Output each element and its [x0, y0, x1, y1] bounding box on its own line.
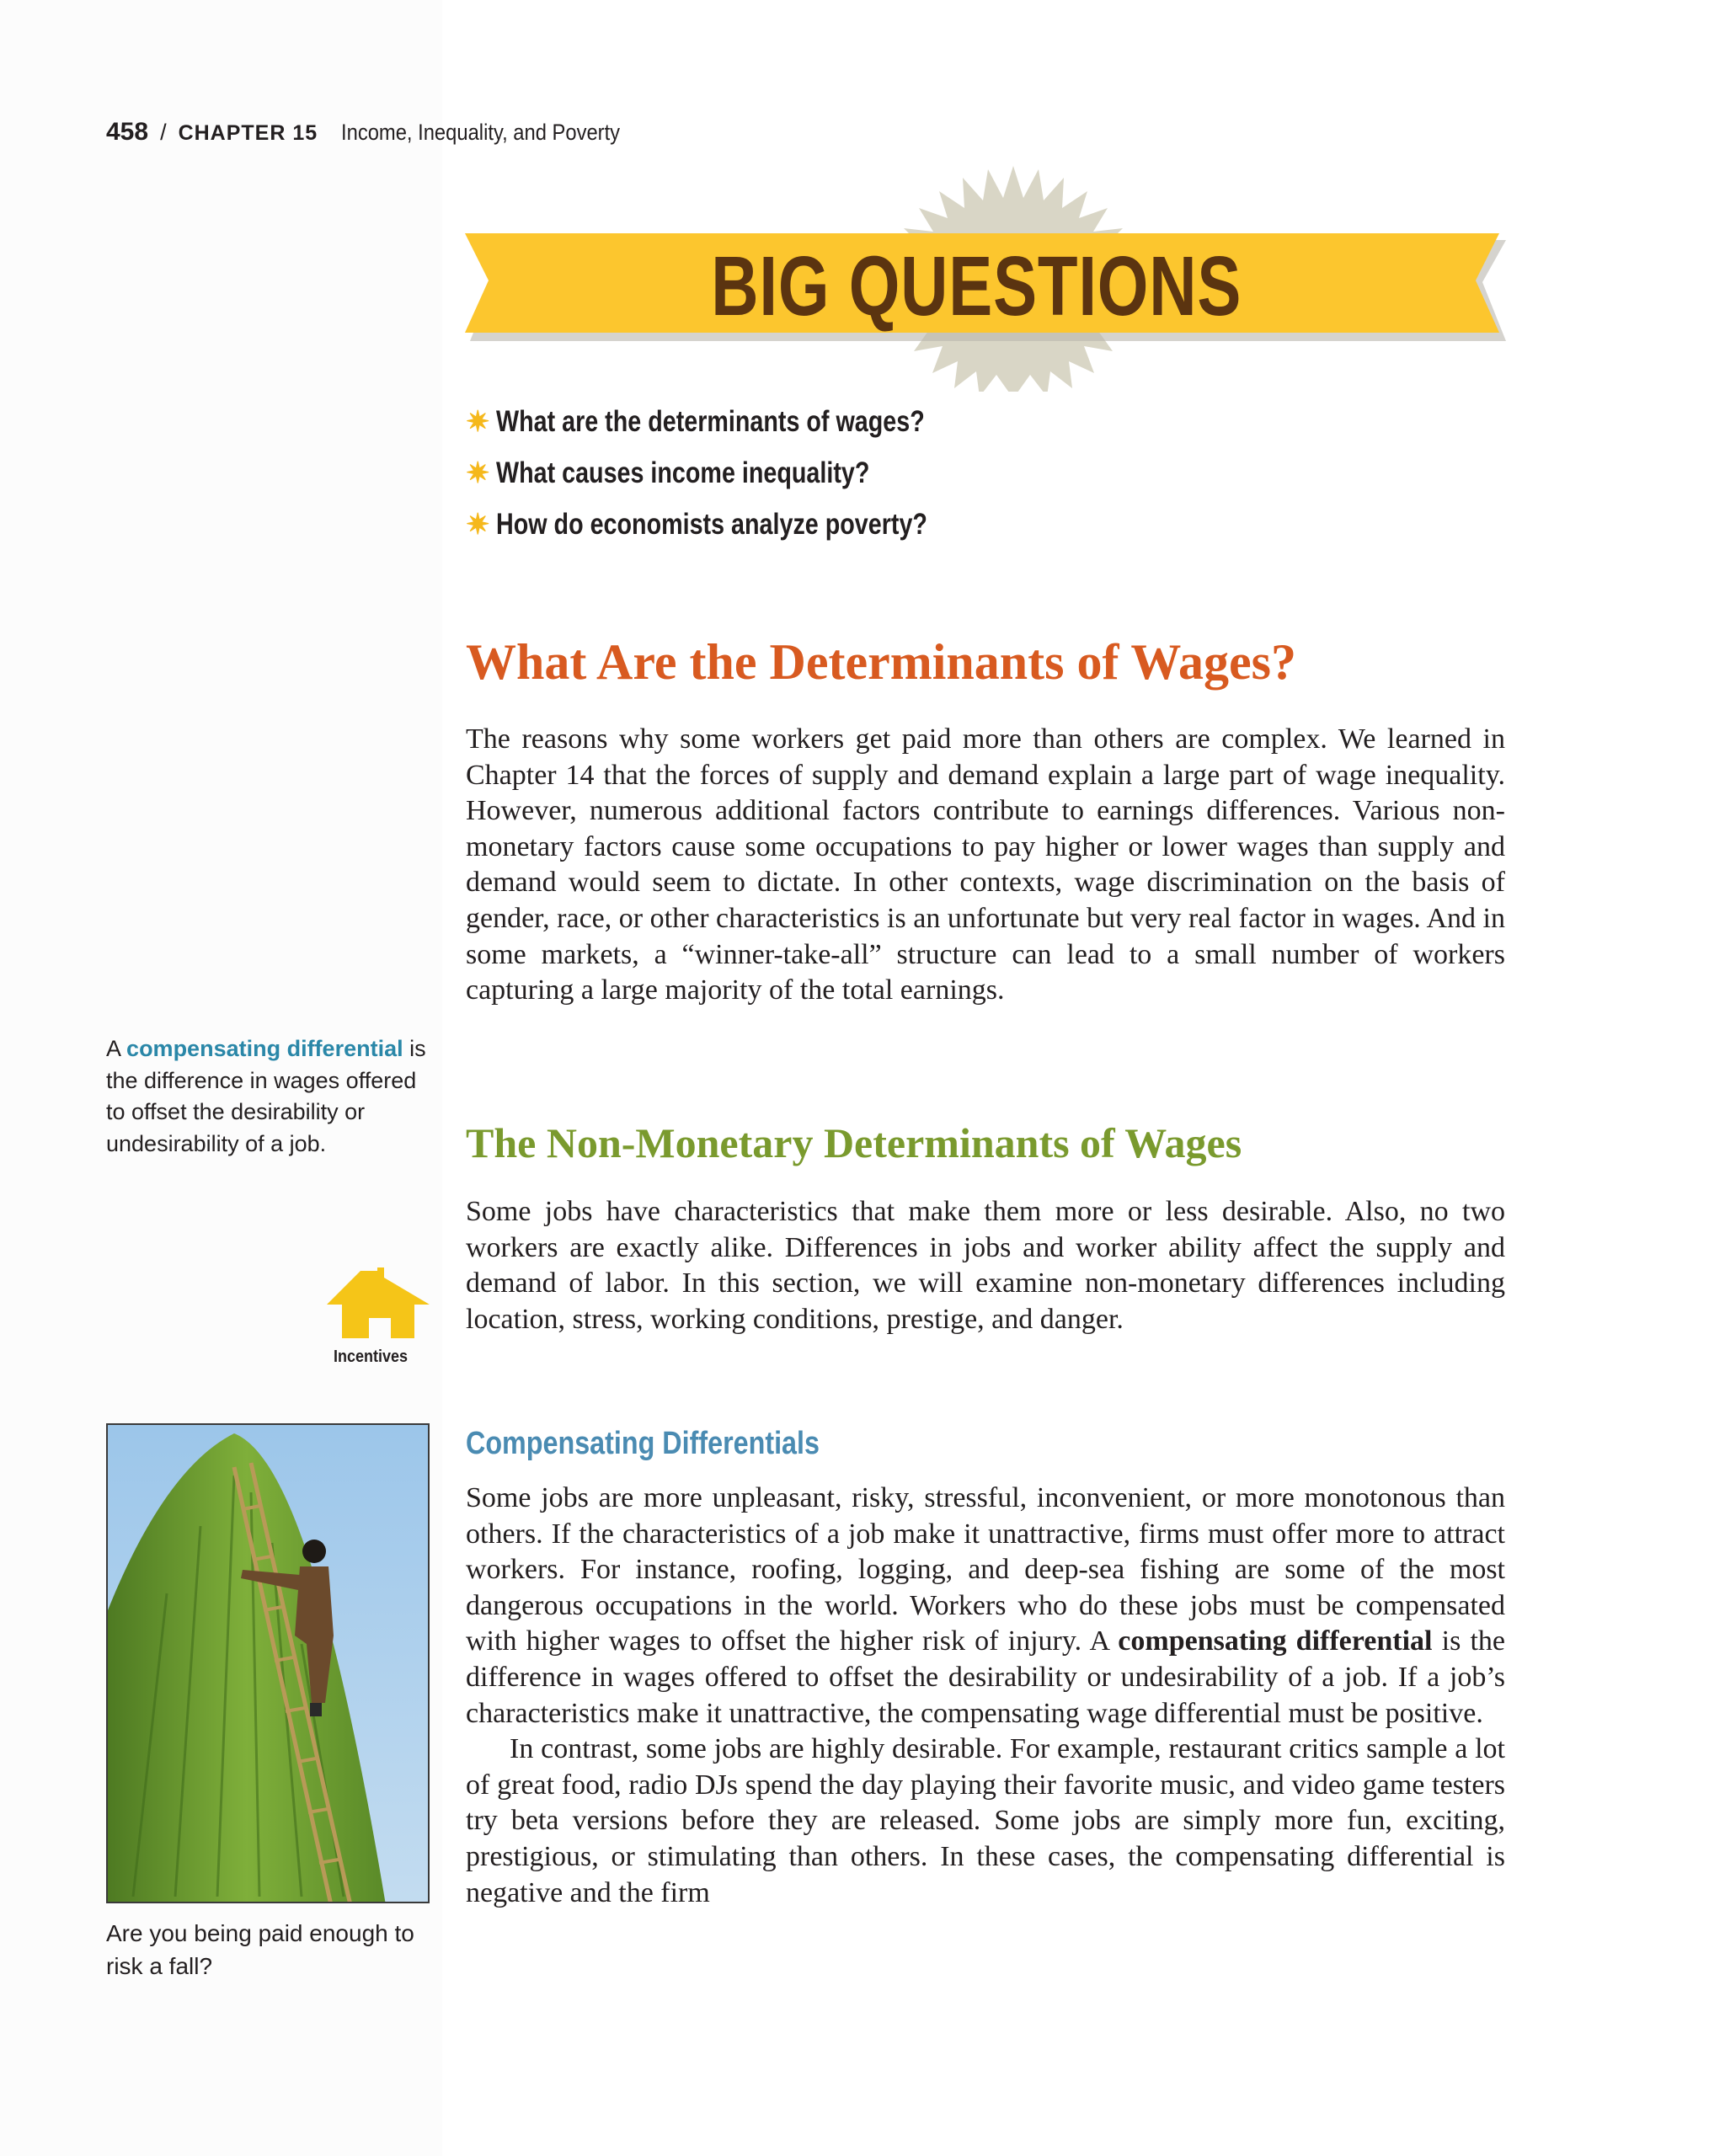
photo-caption: Are you being paid enough to risk a fall?: [106, 1920, 414, 1979]
running-head: [106, 118, 658, 147]
big-question-text: What causes income inequality?: [496, 456, 870, 489]
running-head-separator: /: [160, 120, 167, 145]
definition-term: compensating differential: [126, 1036, 403, 1061]
photo-illustration: [108, 1425, 430, 1903]
incentives-label: Incentives: [334, 1348, 409, 1366]
key-term: compensating differential: [1118, 1625, 1433, 1657]
big-question-item: [466, 447, 1022, 499]
asterisk-bullet-icon: ✷: [466, 405, 490, 438]
margin-definition: [106, 1033, 426, 1160]
paragraph: In contrast, some jobs are highly desirable. For example, restaurant critics sample a lot of great food, radio DJs spend the day playing their favorite music, and video game testers try beta versions before they are released. Some jobs are simply more fun, exciting, prestigious, or stimulating than others. In these cases, the compensating differential is negative and the firm: [466, 1733, 1505, 1908]
section-heading-determinants: What Are the Determinants of Wages?: [466, 634, 1297, 690]
definition-text: is the difference in wages offered to offset the desirability or undesirability of a job.: [106, 1036, 426, 1156]
section-body-compensating: [466, 1481, 1505, 1911]
big-question-text: How do economists analyze poverty?: [496, 507, 927, 541]
asterisk-bullet-icon: ✷: [466, 508, 490, 541]
paragraph-text: is the difference in wages offered to offset the desirability or undesirability of a job. If a job’s characteristics make it unattractive, the compensating wage differential must be positive.: [466, 1625, 1506, 1729]
asterisk-bullet-icon: ✷: [466, 456, 490, 489]
big-question-item: [466, 396, 1022, 447]
big-question-item: [466, 499, 1022, 550]
section-body-determinants: [466, 722, 1505, 1009]
chapter-label: CHAPTER 15: [178, 121, 318, 145]
paragraph: Some jobs have characteristics that make them more or less desirable. Also, no two workers are exactly alike. Differences in jobs and worker ability affect the supply and demand of labor. In this section, we will examine non-monetary differences including location, stress, working conditions, prestige, and danger.: [466, 1196, 1505, 1335]
section-heading-compensating: Compensating Differentials: [466, 1426, 820, 1461]
section-heading-non-monetary: The Non-Monetary Determinants of Wages: [466, 1119, 1242, 1166]
ladder-tree-photo: [106, 1423, 430, 1903]
paragraph: [466, 1481, 1505, 1732]
house-icon: [327, 1267, 430, 1338]
section-body-non-monetary: [466, 1194, 1505, 1337]
big-questions-list: [466, 396, 1022, 550]
page-number: 458: [106, 118, 149, 146]
definition-prefix: A: [106, 1036, 120, 1061]
paragraph-text: Some jobs are more unpleasant, risky, stressful, inconvenient, or more monotonous than others. If the characteristics of a job make it unattractive, firms must offer more to attract workers. For instance, roofing, logging, and deep-sea fishing are some of the most dangerous occupations in the world. Workers who do these jobs must be compensated with higher wages to offset the higher risk of injury. A: [466, 1482, 1505, 1657]
chapter-title: Income, Inequality, and Poverty: [341, 120, 621, 145]
big-question-text: What are the determinants of wages?: [496, 404, 925, 438]
big-questions-title: BIG QUESTIONS: [711, 239, 1242, 334]
paragraph: The reasons why some workers get paid more than others are complex. We learned in Chapter 14 that the forces of supply and demand explain a large part of wage inequality. However, numerous additional factors contribute to earnings differences. Various non-monetary factors cause some occupations to pay higher or lower wages than supply and demand would seem to dictate. In other contexts, wage discrimination on the basis of gender, race, or other characteristics is an unfortunate but very real factor in wages. And in some markets, a “winner-take-all” structure can lead to a small number of workers capturing a large majority of the total earnings.: [466, 723, 1505, 1006]
